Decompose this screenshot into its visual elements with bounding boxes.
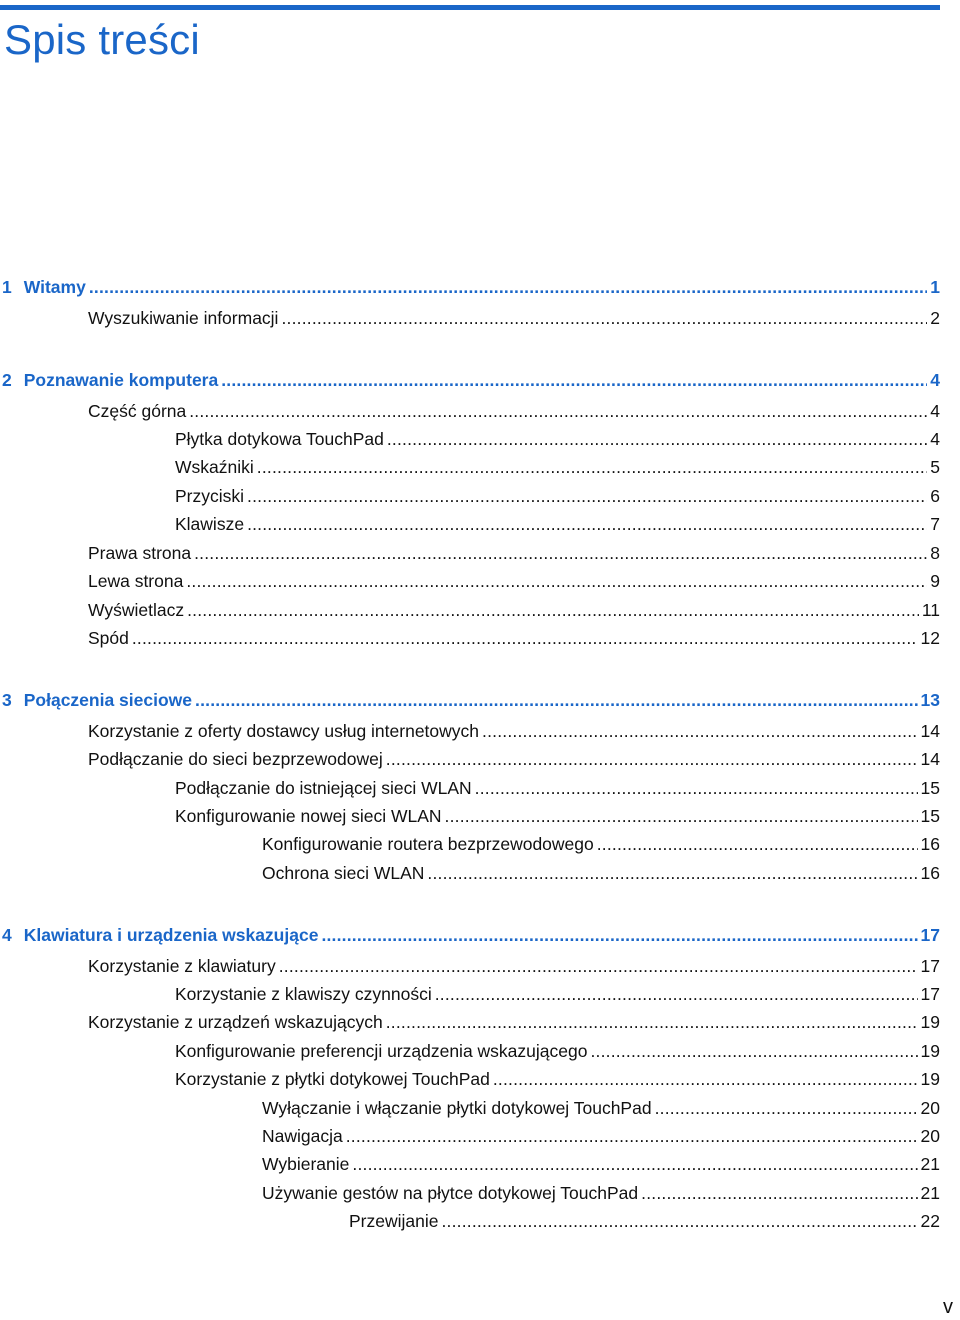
dot-leader — [427, 862, 917, 884]
dot-leader — [482, 720, 918, 742]
toc-entry-label: Klawiatura i urządzenia wskazujące — [23, 925, 319, 945]
toc-entry[interactable] — [88, 953, 940, 977]
toc-entry[interactable] — [175, 803, 940, 827]
toc-entry[interactable] — [175, 775, 940, 799]
toc-entry[interactable] — [262, 1180, 940, 1204]
toc-entry-title — [88, 570, 186, 592]
toc-entry-label: Przyciski — [175, 486, 245, 506]
toc-entry[interactable] — [175, 483, 940, 507]
toc-entry-label: Połączenia sieciowe — [23, 690, 193, 710]
dot-leader — [641, 1182, 917, 1204]
dot-leader — [186, 570, 927, 592]
toc-page-number: 8 — [930, 543, 940, 563]
toc-entry-label: Podłączanie do istniejącej sieci WLAN — [175, 778, 472, 798]
toc-entry[interactable] — [175, 981, 940, 1005]
toc-entry[interactable] — [262, 1123, 940, 1147]
dot-leader — [321, 924, 917, 946]
dot-leader — [386, 1011, 918, 1033]
toc-entry[interactable] — [262, 1095, 940, 1119]
toc-entry[interactable] — [88, 1009, 940, 1033]
dot-leader — [132, 627, 918, 649]
toc-entry-title — [175, 456, 257, 478]
toc-entry[interactable] — [262, 860, 940, 884]
toc-page-number: 6 — [930, 486, 940, 506]
toc-page-number: 17 — [920, 925, 940, 945]
toc-page-number: 14 — [920, 721, 940, 741]
toc-entry-title — [88, 599, 187, 621]
toc-entry[interactable] — [349, 1208, 940, 1232]
page-title: Spis treści — [4, 16, 200, 63]
toc-entry-title — [175, 1040, 590, 1062]
chapter-number: 3 — [2, 690, 12, 710]
toc-entry-title — [2, 689, 195, 711]
toc-entry-label: Ochrona sieci WLAN — [262, 863, 425, 883]
toc-page-number: 7 — [930, 514, 940, 534]
toc-entry-label: Używanie gestów na płytce dotykowej TouchPad — [262, 1183, 639, 1203]
dot-leader — [247, 513, 927, 535]
toc-entry[interactable] — [262, 1151, 940, 1175]
toc-entry-label: Wybieranie — [262, 1154, 350, 1174]
toc-entry-title — [175, 428, 387, 450]
toc-page-number: 20 — [920, 1126, 940, 1146]
toc-entry-label: Nawigacja — [262, 1126, 343, 1146]
toc-page-number: 16 — [920, 834, 940, 854]
page-number: v — [943, 1296, 953, 1318]
toc-page-number: 14 — [920, 749, 940, 769]
toc-entry-title — [175, 805, 445, 827]
toc-entry-label: Konfigurowanie preferencji urządzenia wskazującego — [175, 1041, 588, 1061]
toc-entry-title — [88, 1011, 386, 1033]
toc-chapter[interactable] — [2, 367, 940, 391]
toc-entry-label: Klawisze — [175, 514, 245, 534]
toc-entry-label: Wyszukiwanie informacji — [88, 308, 279, 328]
toc-entry-label: Korzystanie z klawiatury — [88, 956, 276, 976]
toc-entry-title — [262, 1097, 655, 1119]
toc-entry[interactable] — [88, 305, 940, 329]
toc-entry-title — [88, 400, 189, 422]
toc-entry[interactable] — [88, 718, 940, 742]
toc-entry-title — [2, 924, 321, 946]
toc-page-number: 4 — [930, 429, 940, 449]
dot-leader — [247, 485, 927, 507]
toc-entry-title — [262, 1182, 641, 1204]
toc-chapter[interactable] — [2, 274, 940, 298]
dot-leader — [655, 1097, 918, 1119]
toc-page-number: 22 — [920, 1211, 940, 1231]
dot-leader — [279, 955, 918, 977]
toc-entry-label: Wyświetlacz — [88, 600, 185, 620]
toc-page-number: 12 — [920, 628, 940, 648]
chapter-number: 1 — [2, 277, 12, 297]
toc-entry-title — [2, 276, 89, 298]
chapter-number: 4 — [2, 925, 12, 945]
toc-page-number: 20 — [920, 1098, 940, 1118]
toc-entry-label: Konfigurowanie nowej sieci WLAN — [175, 806, 442, 826]
dot-leader — [89, 276, 927, 298]
toc-entry-title — [175, 1068, 493, 1090]
toc-entry-label: Prawa strona — [88, 543, 192, 563]
dot-leader — [435, 983, 918, 1005]
toc-entry-label: Witamy — [23, 277, 86, 297]
toc-entry-title — [175, 485, 247, 507]
toc-entry-title — [175, 513, 247, 535]
dot-leader — [257, 456, 928, 478]
toc-entry-label: Część górna — [88, 401, 187, 421]
toc-entry-label: Lewa strona — [88, 571, 184, 591]
toc-entry-label: Płytka dotykowa TouchPad — [175, 429, 384, 449]
toc-entry-title — [2, 369, 221, 391]
toc-page-number: 15 — [920, 806, 940, 826]
toc-page-number: 4 — [930, 401, 940, 421]
toc-entry-label: Korzystanie z płytki dotykowej TouchPad — [175, 1069, 490, 1089]
toc-entry[interactable] — [88, 568, 940, 592]
toc-entry-title — [175, 983, 435, 1005]
toc-entry-label: Korzystanie z klawiszy czynności — [175, 984, 432, 1004]
dot-leader — [281, 307, 927, 329]
dot-leader — [187, 599, 919, 621]
toc-page-number: 19 — [920, 1012, 940, 1032]
toc-page-number: 9 — [930, 571, 940, 591]
dot-leader — [386, 748, 918, 770]
toc-entry[interactable] — [175, 1038, 940, 1062]
toc-entry-title — [175, 777, 475, 799]
toc-entry-title — [88, 542, 194, 564]
dot-leader — [189, 400, 927, 422]
dot-leader — [597, 833, 918, 855]
toc-entry[interactable] — [88, 540, 940, 564]
toc-page-number: 16 — [920, 863, 940, 883]
toc-page-number: 2 — [930, 308, 940, 328]
dot-leader — [387, 428, 927, 450]
toc-entry[interactable] — [175, 454, 940, 478]
toc-entry[interactable] — [175, 1066, 940, 1090]
toc-page-number: 19 — [920, 1069, 940, 1089]
toc-entry-label: Przewijanie — [349, 1211, 439, 1231]
toc-entry[interactable] — [88, 597, 940, 621]
dot-leader — [445, 805, 918, 827]
dot-leader — [493, 1068, 918, 1090]
toc-entry-title — [262, 862, 427, 884]
dot-leader — [194, 542, 927, 564]
toc-entry[interactable] — [88, 746, 940, 770]
toc-page-number: 5 — [930, 457, 940, 477]
dot-leader — [441, 1210, 917, 1232]
toc-entry-label: Poznawanie komputera — [23, 370, 219, 390]
toc-entry-label: Korzystanie z urządzeń wskazujących — [88, 1012, 383, 1032]
toc-page-number: 19 — [920, 1041, 940, 1061]
toc-entry-label: Konfigurowanie routera bezprzewodowego — [262, 834, 594, 854]
toc-entry-label: Wskaźniki — [175, 457, 254, 477]
toc-page-number: 21 — [920, 1183, 940, 1203]
dot-leader — [475, 777, 918, 799]
dot-leader — [221, 369, 927, 391]
toc-page-number: 15 — [920, 778, 940, 798]
toc-entry-label: Wyłączanie i włączanie płytki dotykowej TouchPad — [262, 1098, 652, 1118]
toc-entry[interactable] — [88, 398, 940, 422]
toc-chapter[interactable] — [2, 922, 940, 946]
toc-page-number: 11 — [921, 600, 940, 620]
dot-leader — [195, 689, 918, 711]
toc-page-number: 1 — [930, 277, 940, 297]
dot-leader — [352, 1153, 917, 1175]
toc-entry-title — [88, 307, 281, 329]
dot-leader — [590, 1040, 917, 1062]
toc-entry-title — [88, 720, 482, 742]
toc-chapter[interactable] — [2, 687, 940, 711]
toc-page-number: 21 — [920, 1154, 940, 1174]
toc-page-number: 13 — [920, 690, 940, 710]
toc-entry-label: Korzystanie z oferty dostawcy usług internetowych — [88, 721, 480, 741]
chapter-number: 2 — [2, 370, 12, 390]
toc-entry[interactable] — [175, 426, 940, 450]
toc-entry-label: Podłączanie do sieci bezprzewodowej — [88, 749, 383, 769]
toc-entry-title — [262, 1153, 352, 1175]
toc-page-number: 4 — [930, 370, 940, 390]
toc-page-number: 17 — [920, 984, 940, 1004]
toc-entry[interactable] — [88, 625, 940, 649]
dot-leader — [346, 1125, 918, 1147]
toc-entry-title — [88, 627, 132, 649]
toc-entry-title — [262, 1125, 346, 1147]
toc-entry-title — [88, 955, 279, 977]
toc-entry[interactable] — [262, 831, 940, 855]
toc-entry-title — [262, 833, 597, 855]
toc-entry[interactable] — [175, 511, 940, 535]
toc-entry-title — [88, 748, 386, 770]
toc-entry-label: Spód — [88, 628, 129, 648]
toc-entry-title — [349, 1210, 441, 1232]
toc-page-number: 17 — [920, 956, 940, 976]
